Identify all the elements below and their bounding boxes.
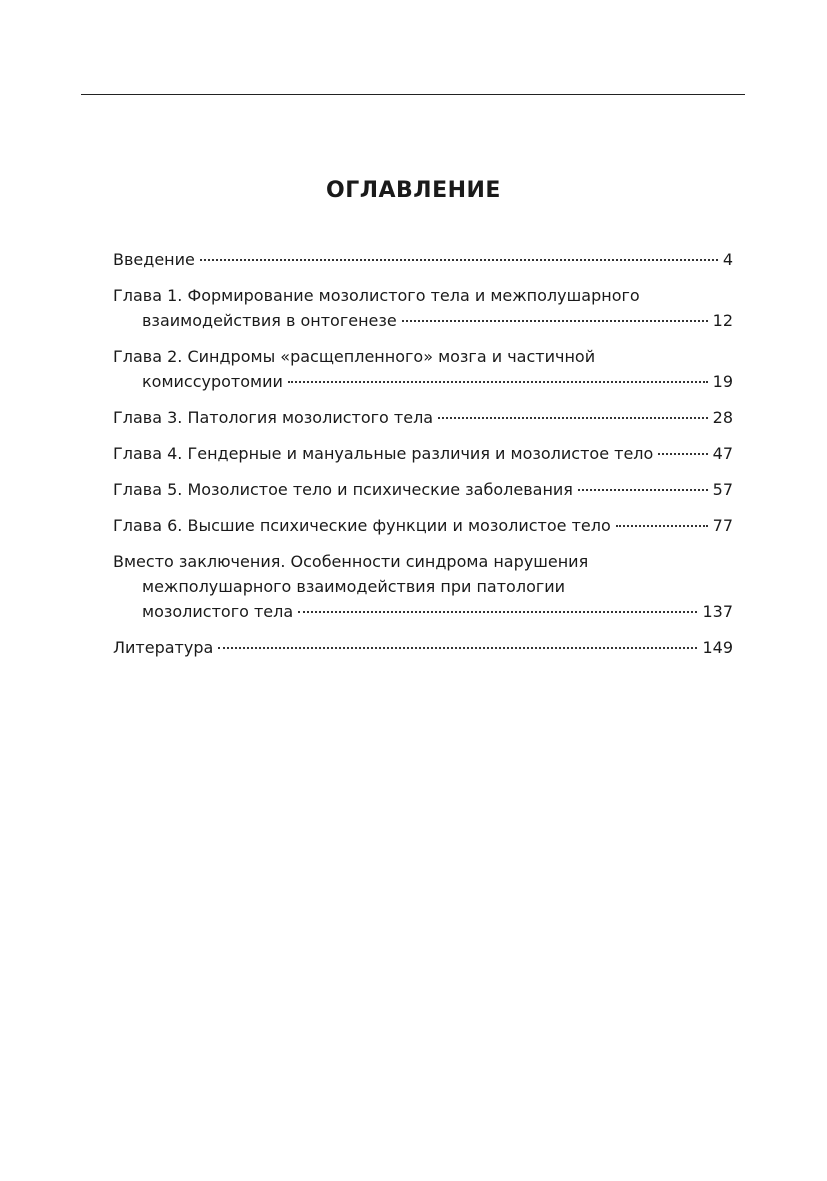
toc-page-number: 4 xyxy=(722,250,733,269)
toc-line xyxy=(113,441,733,466)
header-rule xyxy=(81,94,745,95)
dot-leader xyxy=(218,647,697,649)
dot-leader xyxy=(402,320,708,322)
toc-page-number: 47 xyxy=(712,444,733,463)
toc-entry-chapter-1[interactable] xyxy=(113,283,733,333)
toc-line xyxy=(113,477,733,502)
toc-entry-title-continued: мозолистого тела xyxy=(142,602,294,621)
toc-entry-title: Литература xyxy=(113,638,214,657)
toc-line xyxy=(113,369,733,394)
toc-entry-chapter-5[interactable] xyxy=(113,477,733,502)
toc-entry-introduction[interactable] xyxy=(113,247,733,272)
page-title: ОГЛАВЛЕНИЕ xyxy=(326,178,501,203)
toc-entry-title: Глава 3. Патология мозолистого тела xyxy=(113,408,434,427)
toc-entry-title-continued: взаимодействия в онтогенезе xyxy=(142,311,397,330)
dot-leader xyxy=(658,453,707,455)
toc-entry-chapter-4[interactable] xyxy=(113,441,733,466)
toc-entry-literature[interactable] xyxy=(113,635,733,660)
toc-page-number: 12 xyxy=(712,311,733,330)
toc-entry-title: Глава 4. Гендерные и мануальные различия и мозолистое тело xyxy=(113,444,654,463)
toc-line xyxy=(113,599,733,624)
toc-page-number: 149 xyxy=(702,638,733,657)
toc-entry-title: Введение xyxy=(113,250,195,269)
toc-line: Вместо заключения. Особенности синдрома нарушения xyxy=(113,552,589,571)
toc-line xyxy=(113,513,733,538)
toc-line xyxy=(113,247,733,272)
toc-entry-chapter-6[interactable] xyxy=(113,513,733,538)
toc-entry-chapter-3[interactable] xyxy=(113,405,733,430)
dot-leader xyxy=(200,259,718,261)
toc-page-number: 57 xyxy=(712,480,733,499)
toc-line xyxy=(113,635,733,660)
toc-page-number: 137 xyxy=(702,602,733,621)
toc-entry-title-continued: комиссуротомии xyxy=(142,372,283,391)
toc-page-number: 19 xyxy=(712,372,733,391)
toc-line: Глава 2. Синдромы «расщепленного» мозга и частичной xyxy=(113,347,596,366)
toc-page-number: 77 xyxy=(712,516,733,535)
dot-leader xyxy=(616,525,708,527)
table-of-contents xyxy=(113,247,733,671)
toc-entry-title: Глава 5. Мозолистое тело и психические заболевания xyxy=(113,480,573,499)
dot-leader xyxy=(578,489,708,491)
dot-leader xyxy=(288,381,708,383)
toc-page-number: 28 xyxy=(712,408,733,427)
dot-leader xyxy=(438,417,708,419)
toc-line xyxy=(113,405,733,430)
toc-entry-conclusion[interactable] xyxy=(113,549,733,624)
toc-entry-title: Глава 6. Высшие психические функции и мозолистое тело xyxy=(113,516,611,535)
toc-line: Глава 1. Формирование мозолистого тела и межполушарного xyxy=(113,286,640,305)
toc-line xyxy=(113,308,733,333)
toc-line: межполушарного взаимодействия при патологии xyxy=(142,577,566,596)
dot-leader xyxy=(298,611,697,613)
toc-entry-chapter-2[interactable] xyxy=(113,344,733,394)
